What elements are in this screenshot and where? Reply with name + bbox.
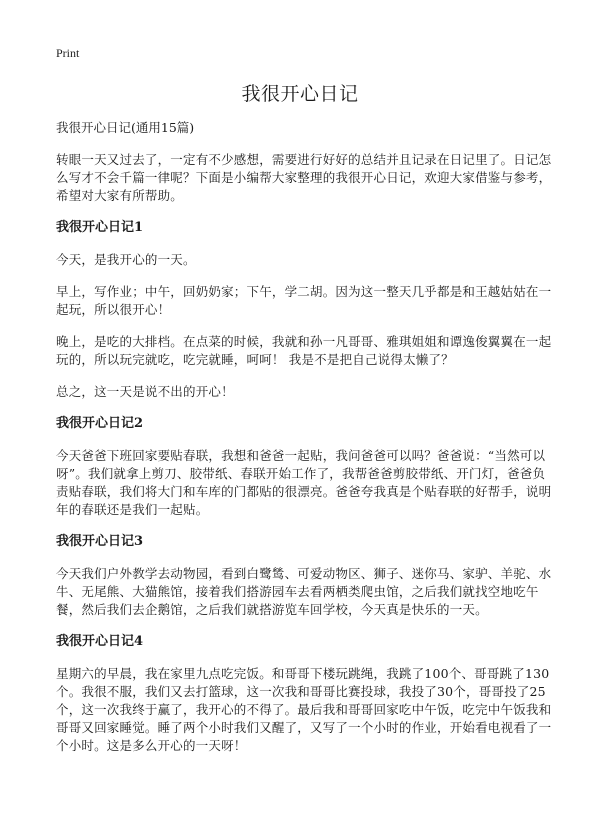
section-heading-3: 我很开心日记3	[56, 534, 144, 549]
section-4-paragraph-1: 星期六的早晨，我在家里九点吃完饭。和哥哥下楼玩跳绳，我跳了100个、哥哥跳了130个。我很不服，我们又去打篮球，这一次我和哥哥比赛投球，我投了30个，哥哥投了25个，这一次我终于赢了，我开心的不得了。最后我和哥哥回家吃中午饭，吃完中午饭我和哥哥又回家睡觉。睡了两个小时我们又醒了，又写了一个小时的作业，开始看电视看了一个小时。这是多么开心的一天呀！	[56, 666, 552, 753]
section-heading-2: 我很开心日记2	[56, 416, 144, 431]
section-heading-1: 我很开心日记1	[56, 220, 144, 235]
section-heading-4: 我很开心日记4	[56, 634, 144, 649]
section-1-paragraph-1: 今天，是我开心的一天。	[56, 252, 196, 267]
article-body	[56, 119, 552, 769]
section-1-paragraph-4: 总之，这一天是说不出的开心！	[56, 384, 234, 399]
section-1-paragraph-2: 早上，写作业；中午，回奶奶家；下午，学二胡。因为这一整天几乎都是和王越姑姑在一起玩，所以很开心！	[56, 284, 552, 317]
section-3-paragraph-1: 今天我们户外教学去动物园，看到白鹭鸶、可爱动物区、狮子、迷你马、家驴、羊驼、水牛、无尾熊、大猫熊馆，接着我们搭游园车去看两栖类爬虫馆，之后我们就找空地吃午餐，然后我们去企鹅馆，之后我们就搭游览车回学校，今天真是快乐的一天。	[56, 566, 552, 617]
section-2-paragraph-1: 今天爸爸下班回家要贴春联，我想和爸爸一起贴，我问爸爸可以吗？爸爸说：“当然可以呀”。我们就拿上剪刀、胶带纸、春联开始工作了，我帮爸爸剪胶带纸、开门灯，爸爸负责贴春联，我们将大门和车库的门都贴的很漂亮。爸爸夸我真是个贴春联的好帮手，说明年的春联还是我们一起贴。	[56, 448, 552, 517]
article-subtitle: 我很开心日记(通用15篇)	[56, 120, 195, 135]
page-title: 我很开心日记	[241, 83, 359, 105]
print-link[interactable]: Print	[56, 46, 80, 60]
intro-paragraph: 转眼一天又过去了，一定有不少感想，需要进行好好的总结并且记录在日记里了。日记怎么写才不会千篇一律呢？下面是小编帮大家整理的我很开心日记，欢迎大家借鉴与参考，希望对大家有所帮助。	[56, 152, 552, 203]
section-1-paragraph-3: 晚上，是吃的大排档。在点菜的时候，我就和孙一凡哥哥、雅琪姐姐和谭逸俊翼翼在一起玩的，所以玩完就吃，吃完就睡，呵呵！ 我是不是把自己说得太懒了？	[56, 334, 552, 367]
